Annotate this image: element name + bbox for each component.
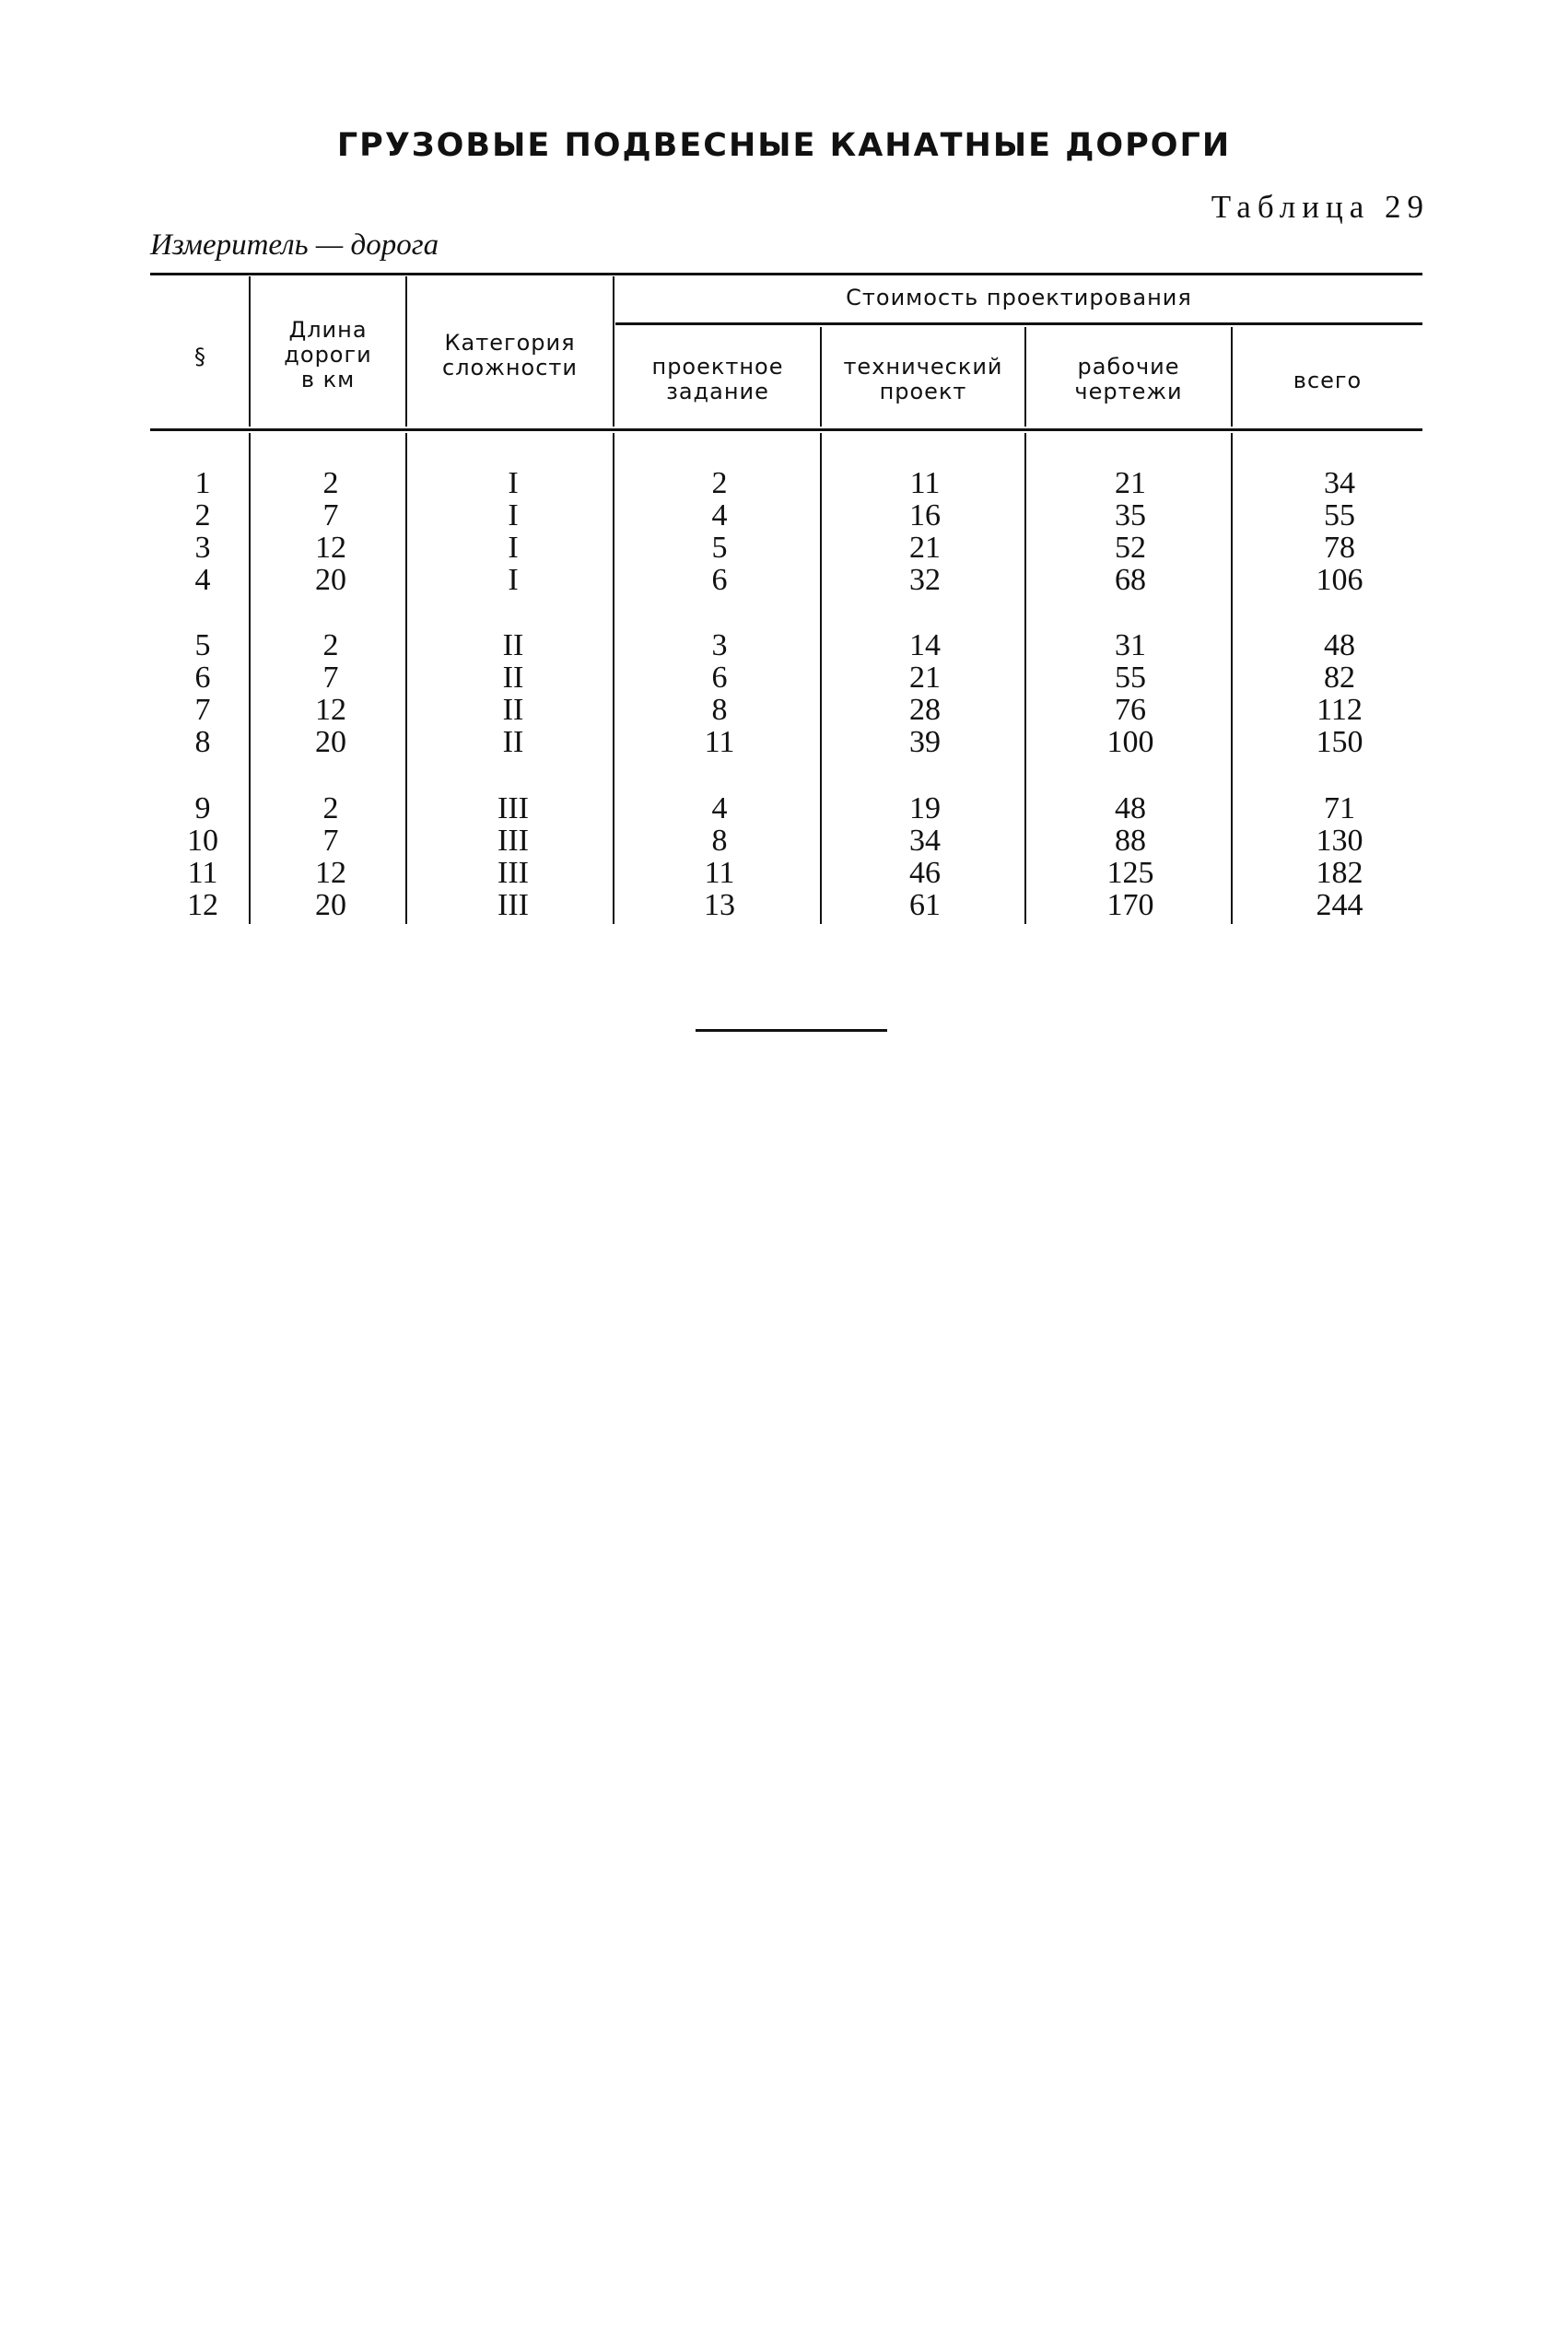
cell-draft-task: 4 (711, 791, 728, 825)
cell-section: 9 (194, 791, 211, 825)
cell-section: 3 (194, 531, 211, 565)
cell-total: 55 (1324, 498, 1355, 532)
table-top-rule (150, 273, 1422, 275)
cell-draft-task: 4 (711, 498, 728, 532)
cell-section: 10 (187, 824, 218, 858)
table-row (0, 726, 1568, 759)
cell-working-drawings: 31 (1115, 628, 1146, 662)
cell-total: 106 (1316, 563, 1363, 597)
cell-tech-project: 34 (909, 824, 941, 858)
cell-working-drawings: 125 (1106, 856, 1154, 890)
cell-length: 7 (322, 824, 339, 858)
cell-length: 12 (315, 693, 346, 727)
cell-category: III (497, 856, 529, 890)
cell-working-drawings: 52 (1115, 531, 1146, 565)
cell-working-drawings: 170 (1106, 888, 1154, 922)
header-tech-project: технический проект (843, 354, 1003, 404)
cell-section: 11 (187, 856, 218, 890)
table-row (0, 467, 1568, 500)
cell-length: 20 (315, 725, 346, 759)
cell-category: I (508, 498, 519, 532)
table-row (0, 792, 1568, 825)
cell-total: 244 (1316, 888, 1363, 922)
cell-section: 5 (194, 628, 211, 662)
cell-category: I (508, 531, 519, 565)
table-row (0, 532, 1568, 565)
cell-section: 6 (194, 661, 211, 695)
header-draft-task: проектное задание (651, 354, 784, 404)
cell-section: 12 (187, 888, 218, 922)
cell-total: 182 (1316, 856, 1363, 890)
cell-draft-task: 8 (711, 693, 728, 727)
cell-category: II (502, 693, 524, 727)
cell-total: 34 (1324, 466, 1355, 500)
cell-length: 12 (315, 856, 346, 890)
cell-working-drawings: 48 (1115, 791, 1146, 825)
cell-total: 48 (1324, 628, 1355, 662)
cell-length: 2 (322, 466, 339, 500)
cell-tech-project: 61 (909, 888, 941, 922)
cell-category: II (502, 661, 524, 695)
cell-tech-project: 39 (909, 725, 941, 759)
table-row (0, 629, 1568, 662)
cell-tech-project: 14 (909, 628, 941, 662)
cost-group-rule (615, 322, 1422, 325)
cell-tech-project: 11 (909, 466, 941, 500)
cell-draft-task: 8 (711, 824, 728, 858)
cell-tech-project: 21 (909, 531, 941, 565)
cell-section: 4 (194, 563, 211, 597)
cell-category: II (502, 725, 524, 759)
header-total: всего (1293, 368, 1363, 393)
end-rule (696, 1029, 887, 1032)
cell-category: II (502, 628, 524, 662)
table-number: Таблица 29 (1211, 189, 1430, 225)
cell-category: III (497, 888, 529, 922)
header-working-drawings: рабочие чертежи (1074, 354, 1183, 404)
table-row (0, 857, 1568, 890)
unit-label: Измеритель — дорога (150, 228, 439, 262)
cell-tech-project: 28 (909, 693, 941, 727)
cell-draft-task: 5 (711, 531, 728, 565)
table-row (0, 694, 1568, 727)
cell-working-drawings: 35 (1115, 498, 1146, 532)
cell-category: I (508, 466, 519, 500)
cell-length: 2 (322, 791, 339, 825)
cell-working-drawings: 76 (1115, 693, 1146, 727)
cell-draft-task: 3 (711, 628, 728, 662)
cell-total: 112 (1316, 693, 1363, 727)
cell-length: 12 (315, 531, 346, 565)
cell-working-drawings: 88 (1115, 824, 1146, 858)
cell-draft-task: 11 (704, 856, 735, 890)
cell-section: 8 (194, 725, 211, 759)
cell-length: 20 (315, 563, 346, 597)
cell-length: 7 (322, 661, 339, 695)
cell-tech-project: 32 (909, 563, 941, 597)
cell-working-drawings: 68 (1115, 563, 1146, 597)
cell-working-drawings: 21 (1115, 466, 1146, 500)
cell-draft-task: 11 (704, 725, 735, 759)
cell-draft-task: 6 (711, 563, 728, 597)
cell-section: 7 (194, 693, 211, 727)
header-length: Длина дороги в км (284, 317, 372, 392)
table-row (0, 564, 1568, 597)
cell-total: 130 (1316, 824, 1363, 858)
header-cost-group: Стоимость проектирования (846, 285, 1192, 310)
cell-working-drawings: 55 (1115, 661, 1146, 695)
header-section: § (194, 344, 206, 369)
cell-total: 82 (1324, 661, 1355, 695)
cell-category: III (497, 824, 529, 858)
cell-section: 1 (194, 466, 211, 500)
cell-total: 71 (1324, 791, 1355, 825)
table-row (0, 499, 1568, 532)
cell-length: 7 (322, 498, 339, 532)
cell-draft-task: 6 (711, 661, 728, 695)
cell-category: III (497, 791, 529, 825)
header-category: Категория сложности (442, 330, 578, 380)
cell-length: 20 (315, 888, 346, 922)
cell-draft-task: 2 (711, 466, 728, 500)
table-row (0, 889, 1568, 922)
cell-length: 2 (322, 628, 339, 662)
header-divider (613, 276, 614, 427)
cell-working-drawings: 100 (1106, 725, 1154, 759)
table-row (0, 825, 1568, 858)
cell-section: 2 (194, 498, 211, 532)
cell-tech-project: 16 (909, 498, 941, 532)
cell-total: 150 (1316, 725, 1363, 759)
cell-tech-project: 46 (909, 856, 941, 890)
cell-tech-project: 21 (909, 661, 941, 695)
cell-tech-project: 19 (909, 791, 941, 825)
page-title: ГРУЗОВЫЕ ПОДВЕСНЫЕ КАНАТНЫЕ ДОРОГИ (336, 127, 1232, 164)
cell-draft-task: 13 (704, 888, 735, 922)
table-row (0, 661, 1568, 695)
header-bottom-rule (150, 428, 1422, 431)
cell-category: I (508, 563, 519, 597)
cell-total: 78 (1324, 531, 1355, 565)
